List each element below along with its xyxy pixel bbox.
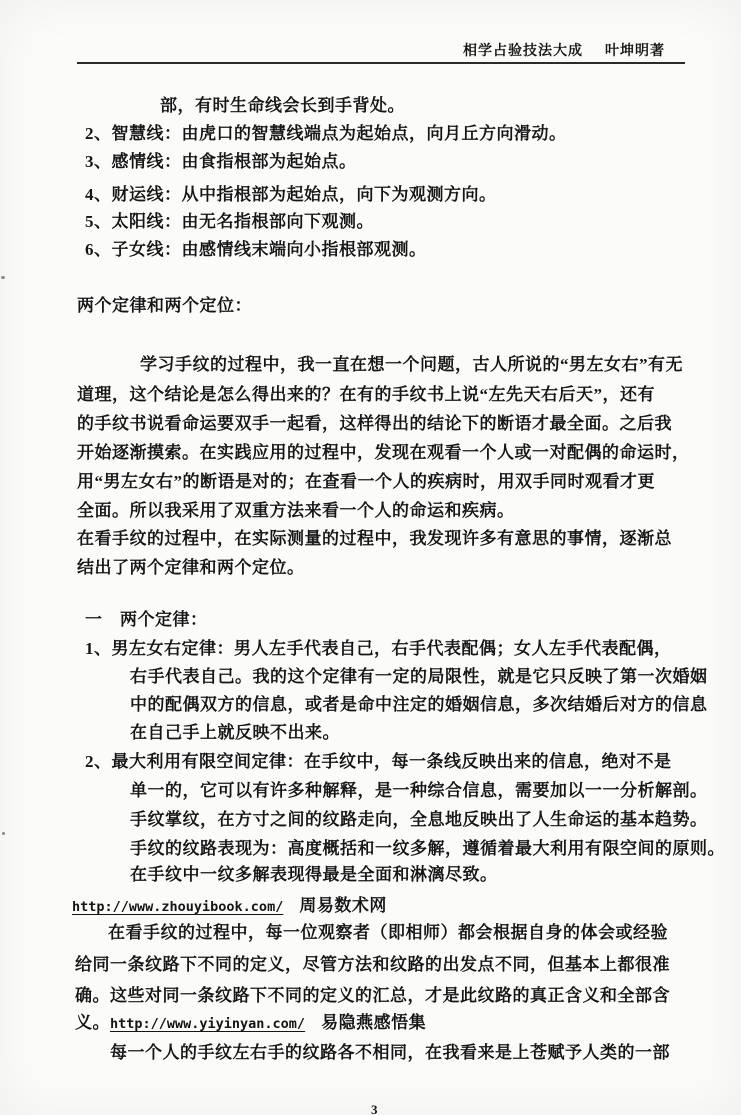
paragraph-line: 的手纹书说看命运要双手一起看，这样得出的结论下的断语才最全面。之后我	[77, 414, 672, 433]
paragraph-line: 开始逐渐摸索。在实践应用的过程中，发现在观看一个人或一对配偶的命运时，	[77, 443, 690, 462]
header-divider	[77, 62, 685, 64]
paragraph-line: 每一个人的手纹左右手的纹路各不相同，在我看来是上苍赋予人类的一部	[110, 1043, 670, 1062]
list-item-3: 3、感情线：由食指根部为起始点。	[85, 152, 357, 171]
yiyinyan-url[interactable]: http://www.yiyinyan.com/	[110, 1016, 306, 1032]
paragraph-line: 用“男左女右”的断语是对的；在查看一个人的疾病时，用双手同时观看才更	[77, 472, 655, 491]
paragraph-line: 在看手纹的过程中，在实际测量的过程中，我发现许多有意思的事情，逐渐总	[77, 529, 672, 548]
running-header	[463, 40, 665, 60]
yiyinyan-site-name: 易隐燕感悟集	[321, 1013, 427, 1032]
section-heading: 两个定律和两个定位：	[77, 296, 252, 315]
law-item-2-line: 在手纹中一纹多解表现得最是全面和淋漓尽致。	[130, 865, 498, 884]
law-item-1: 1、男左女右定律：男人左手代表自己，右手代表配偶；女人左手代表配偶，	[85, 639, 672, 658]
zhouyibook-url[interactable]: http://www.zhouyibook.com/	[72, 899, 284, 915]
law-item-1-line: 在自己手上就反映不出来。	[130, 723, 340, 742]
author-name: 叶坤明著	[605, 44, 665, 59]
list-item-2: 2、智慧线：由虎口的智慧线端点为起始点，向月丘方向滑动。	[85, 124, 567, 143]
zhouyibook-site-name: 周易数术网	[299, 896, 387, 915]
book-title: 相学占验技法大成	[463, 44, 583, 59]
law-item-1-line: 右手代表自己。我的这个定律有一定的局限性，就是它只反映了第一次婚姻	[130, 667, 708, 686]
paragraph-line: 道理，这个结论是怎么得出来的？在有的手纹书上说“左先天右后天”，还有	[77, 385, 655, 404]
list-item-1-continuation: 部，有时生命线会长到手背处。	[160, 96, 405, 115]
hyperlink-line	[72, 895, 387, 918]
law-item-2-line: 手纹的纹路表现为：高度概括和一纹多解，遵循着最大利用有限空间的原则。	[130, 839, 725, 858]
paragraph-tail: 义。	[75, 1013, 110, 1032]
paragraph-line: 给同一条纹路下不同的定义，尽管方法和纹路的出发点不同，但基本上都很准	[75, 955, 670, 974]
paragraph-line: 结出了两个定律和两个定位。	[77, 558, 305, 577]
list-item-4: 4、财运线：从中指根部为起始点，向下为观测方向。	[85, 185, 497, 204]
scan-speck	[1, 276, 5, 279]
paragraph-line: 在看手纹的过程中，每一位观察者（即相师）都会根据自身的体会或经验	[108, 923, 668, 942]
law-item-2-line: 手纹掌纹，在方寸之间的纹路走向，全息地反映出了人生命运的基本趋势。	[130, 810, 708, 829]
scan-speck	[2, 832, 5, 835]
paragraph-line: 学习手纹的过程中，我一直在想一个问题，古人所说的“男左女右”有无	[140, 355, 683, 374]
paragraph-line: 确。这些对同一条纹路下不同的定义的汇总，才是此纹路的真正含义和全部含	[75, 986, 670, 1005]
hyperlink-line	[75, 1012, 426, 1035]
law-item-2-line: 单一的，它可以有许多种解释，是一种综合信息，需要加以一一分析解剖。	[130, 781, 708, 800]
list-item-6: 6、子女线：由感情线末端向小指根部观测。	[85, 240, 427, 259]
law-item-2: 2、最大利用有限空间定律：在手纹中，每一条线反映出来的信息，绝对不是	[85, 752, 672, 771]
page-number: 3	[371, 1102, 378, 1115]
subsection-heading: 一 两个定律：	[85, 610, 208, 629]
law-item-1-line: 中的配偶双方的信息，或者是命中注定的婚姻信息，多次结婚后对方的信息	[130, 695, 708, 714]
paragraph-line: 全面。所以我采用了双重方法来看一个人的命运和疾病。	[77, 501, 515, 520]
list-item-5: 5、太阳线：由无名指根部向下观测。	[85, 212, 374, 231]
